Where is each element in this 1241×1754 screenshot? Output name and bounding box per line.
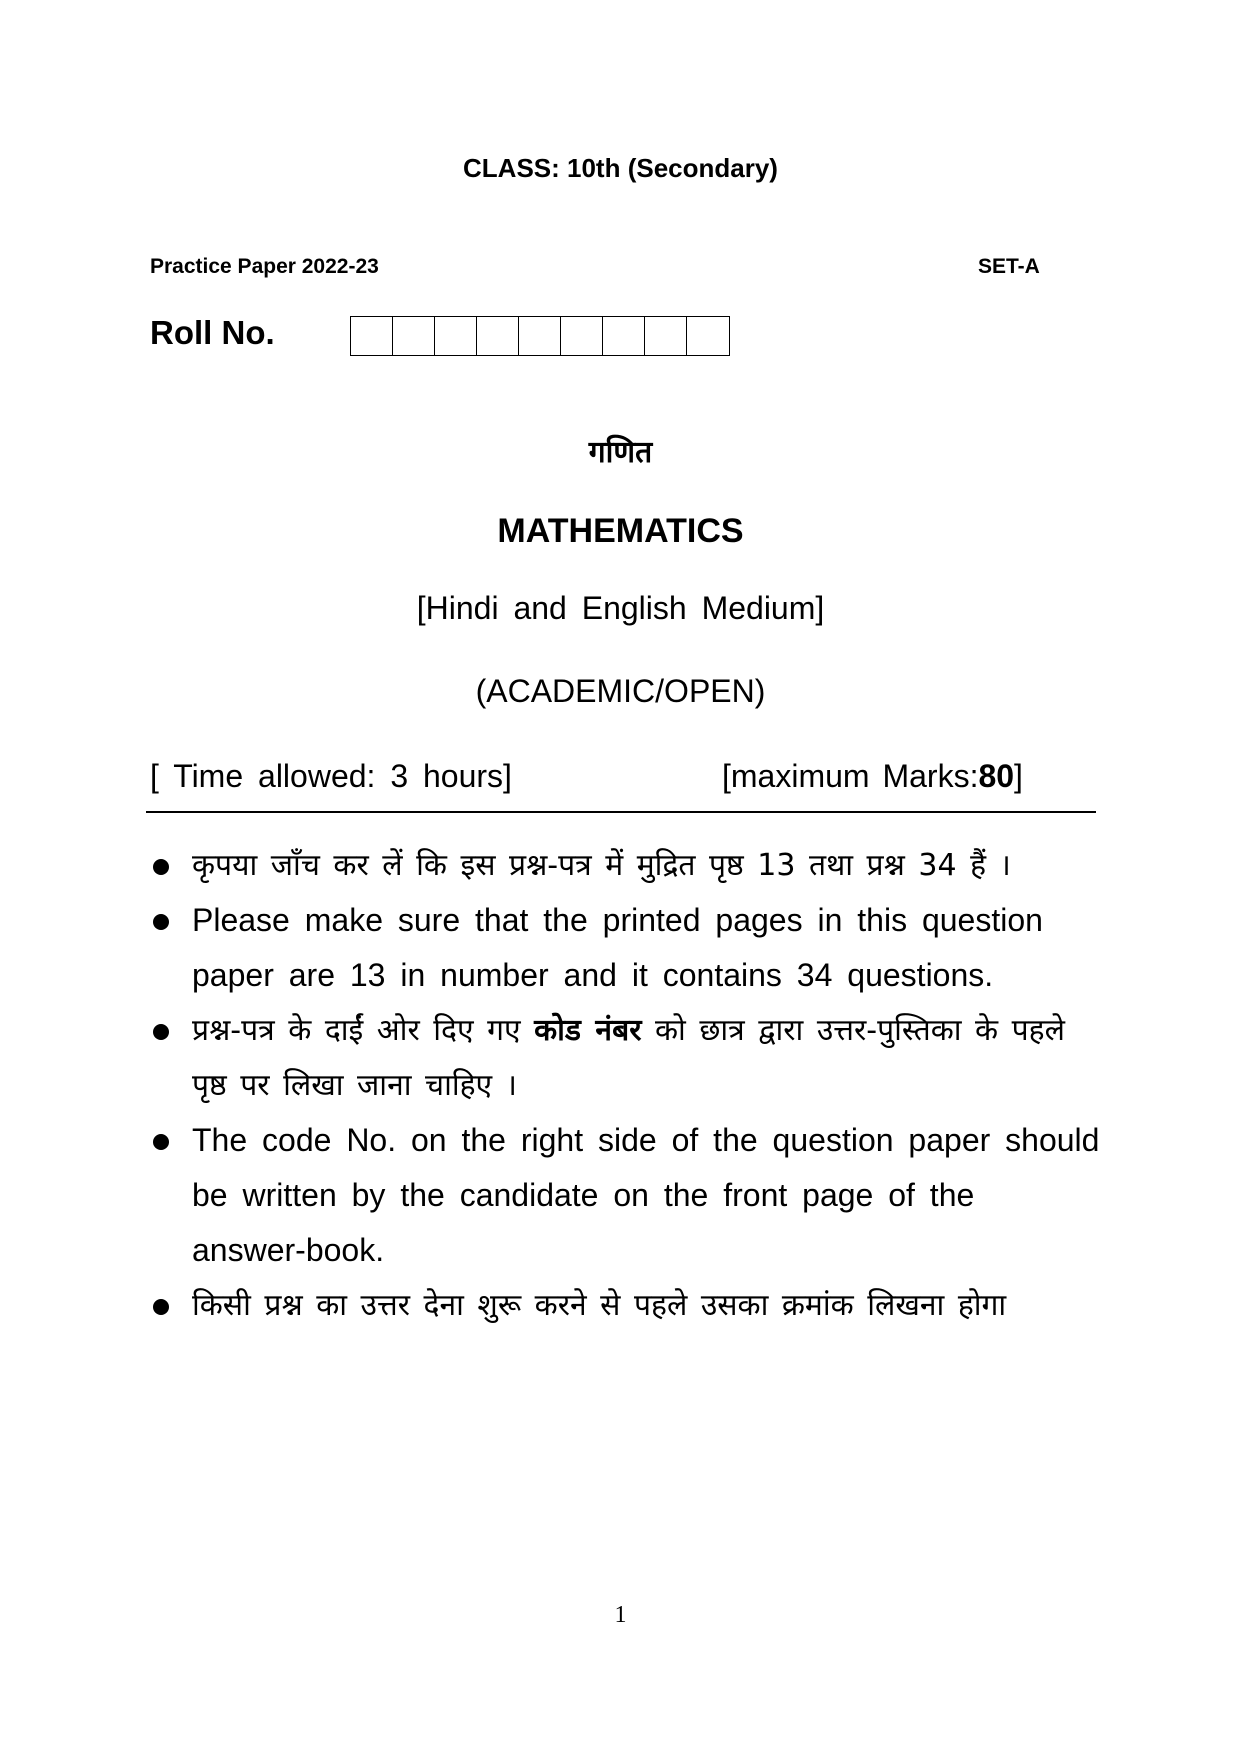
roll-number-box[interactable] [477, 317, 519, 355]
class-heading: CLASS: 10th (Secondary) [463, 153, 778, 183]
set-label: SET-A [978, 255, 1040, 278]
roll-number-box[interactable] [603, 317, 645, 355]
maximum-marks [722, 758, 1023, 795]
instruction-item [150, 893, 1100, 1003]
instruction-item [150, 838, 1100, 893]
page-number: 1 [614, 1602, 627, 1628]
bullet-icon [153, 1134, 169, 1150]
roll-number-box[interactable] [645, 317, 687, 355]
instruction-item [150, 1003, 1100, 1113]
instruction-text-before: प्रश्न-पत्र के दाईं ओर दिए गए [192, 1013, 535, 1048]
roll-number-box[interactable] [561, 317, 603, 355]
roll-number-label: Roll No. [150, 314, 275, 351]
roll-number-box[interactable] [519, 317, 561, 355]
instruction-text [192, 1013, 1065, 1103]
marks-prefix: [maximum Marks: [722, 758, 979, 794]
roll-number-boxes [350, 316, 730, 356]
instruction-text: कृपया जाँच कर लें कि इस प्रश्न-पत्र में मुद्रित पृष्ठ 13 तथा प्रश्न 34 हैं । [192, 848, 1011, 883]
instruction-text: किसी प्रश्न का उत्तर देना शुरू करने से पहले उसका क्रमांक लिखना होगा [192, 1288, 1007, 1323]
stream-label: (ACADEMIC/OPEN) [475, 673, 766, 709]
roll-number-box[interactable] [351, 317, 393, 355]
bullet-icon [153, 1299, 169, 1315]
medium-label: [Hindi and English Medium] [416, 590, 825, 626]
roll-number-box[interactable] [687, 317, 729, 355]
instructions-list [150, 838, 1100, 1333]
marks-value: 80 [978, 758, 1015, 794]
bullet-icon [153, 1024, 169, 1040]
subject-title: MATHEMATICS [497, 512, 744, 550]
instruction-text: The code No. on the right side of the question paper should be written by the candidate on the front page of the answer-book. [192, 1122, 1100, 1268]
code-number-emphasis: कोड नंबर [534, 1013, 642, 1048]
subject-title-hindi: गणित [588, 435, 653, 470]
instruction-item [150, 1278, 1100, 1333]
instruction-text: Please make sure that the printed pages in this question paper are 13 in number and it contains 34 questions. [192, 902, 1043, 993]
instruction-item [150, 1113, 1100, 1278]
practice-paper-label: Practice Paper 2022-23 [150, 255, 379, 278]
marks-suffix: ] [1014, 758, 1023, 794]
bullet-icon [153, 914, 169, 930]
header-divider [146, 811, 1096, 813]
time-allowed: [ Time allowed: 3 hours] [150, 758, 512, 794]
bullet-icon [153, 859, 169, 875]
instruction-text-after: को छात्र द्वारा उत्तर-पुस्तिका के पहले पृष्ठ पर लिखा जाना चाहिए । [192, 1013, 1065, 1103]
roll-number-box[interactable] [393, 317, 435, 355]
roll-number-box[interactable] [435, 317, 477, 355]
